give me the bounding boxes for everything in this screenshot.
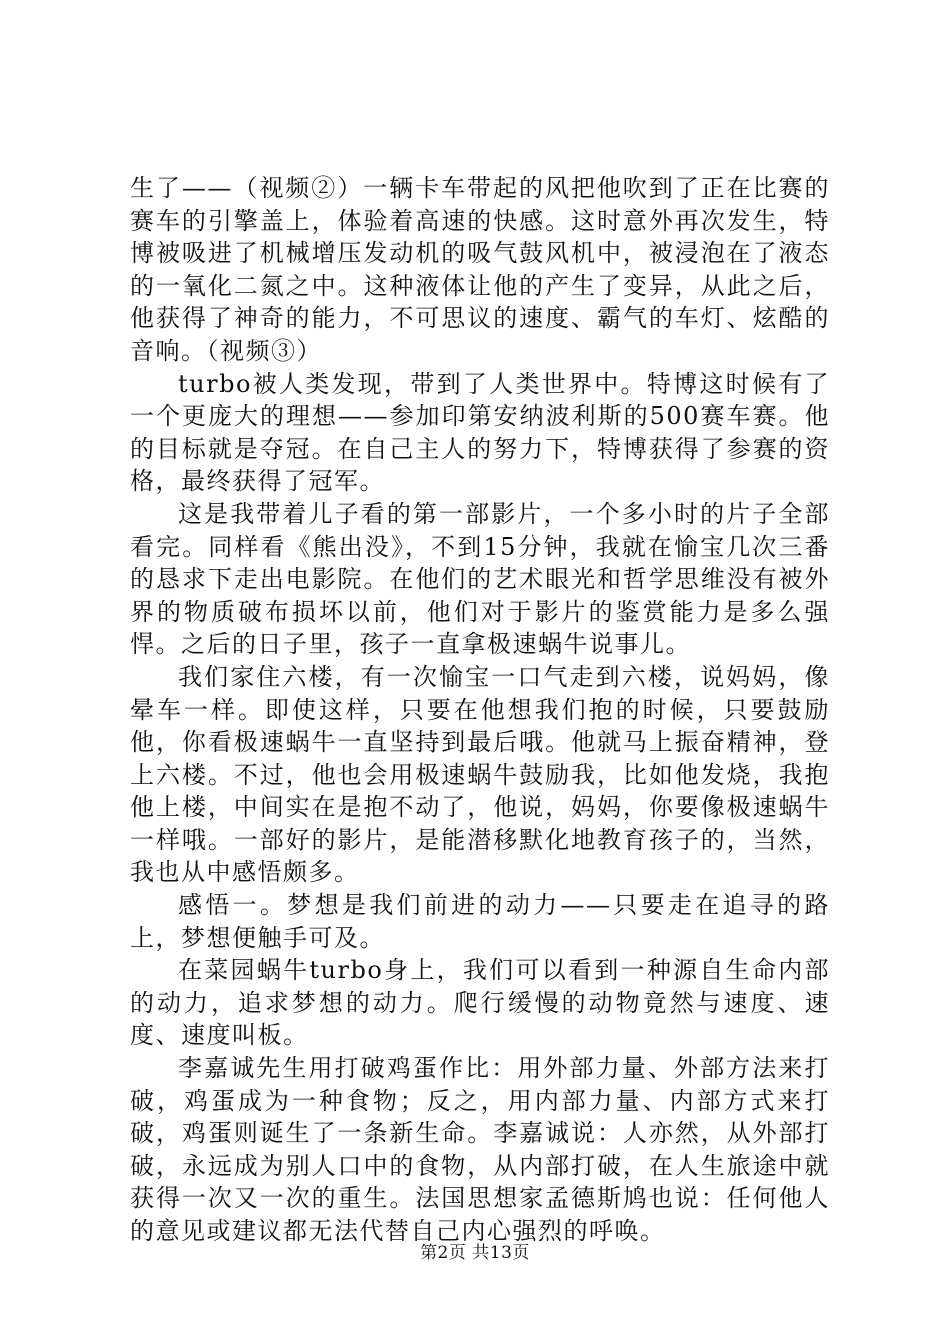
paragraph-sixth-floor: 我们家住六楼，有一次愉宝一口气走到六楼，说妈妈，像晕车一样。即使这样，只要在他想我们抱的时候，只要鼓励他，你看极速蜗牛一直坚持到最后哦。他就马上振奋精神，登上六楼。不过，他也会用极速蜗牛鼓励我，比如他发烧，我抱他上楼，中间实在是抱不动了，他说，妈妈，你要像极速蜗牛一样哦。一部好的影片，是能潜移默化地教育孩子的，当然，我也从中感悟颇多。	[130, 662, 830, 887]
paragraph-inner-motivation: 在菜园蜗牛turbo身上，我们可以看到一种源自生命内部的动力，追求梦想的动力。爬行缓慢的动物竟然与速度、速度、速度叫板。	[130, 956, 830, 1050]
paragraph-video-2: 生了——（视频②）一辆卡车带起的风把他吹到了正在比赛的赛车的引擎盖上，体验着高速的快感。这时意外再次发生，特博被吸进了机械增压发动机的吸气鼓风机中，被浸泡在了液态的一氧化二氮之中。这种液体让他的产生了变异，从此之后，他获得了神奇的能力，不可思议的速度、霸气的车灯、炫酷的音响。（视频③）	[130, 174, 830, 365]
document-body	[130, 172, 830, 1248]
paragraph-insight-one: 感悟一。梦想是我们前进的动力——只要走在追寻的路上，梦想便触手可及。	[130, 891, 830, 952]
paragraph-first-movie: 这是我带着儿子看的第一部影片，一个多小时的片子全部看完。同样看《熊出没》，不到15分钟，我就在愉宝几次三番的恳求下走出电影院。在他们的艺术眼光和哲学思维没有被外界的物质破布损坏以前，他们对于影片的鉴赏能力是多么强悍。之后的日子里，孩子一直拿极速蜗牛说事儿。	[130, 499, 830, 659]
paragraph-turbo-discovered: turbo被人类发现，带到了人类世界中。特博这时候有了一个更庞大的理想——参加印第安纳波利斯的500赛车赛。他的目标就是夺冠。在自己主人的努力下，特博获得了参赛的资格，最终获得了冠军。	[130, 369, 830, 496]
paragraph-egg-analogy: 李嘉诚先生用打破鸡蛋作比：用外部力量、外部方法来打破，鸡蛋成为一种食物；反之，用内部力量、内部方式来打破，鸡蛋则诞生了一条新生命。李嘉诚说：人亦然，从外部打破，永远成为别人口中的食物，从内部打破，在人生旅途中就获得一次又一次的重生。法国思想家孟德斯鸠也说：任何他人的意见或建议都无法代替自己内心强烈的呼唤。	[130, 1054, 830, 1245]
page-number-footer: 第2页 共13页	[420, 1243, 530, 1263]
